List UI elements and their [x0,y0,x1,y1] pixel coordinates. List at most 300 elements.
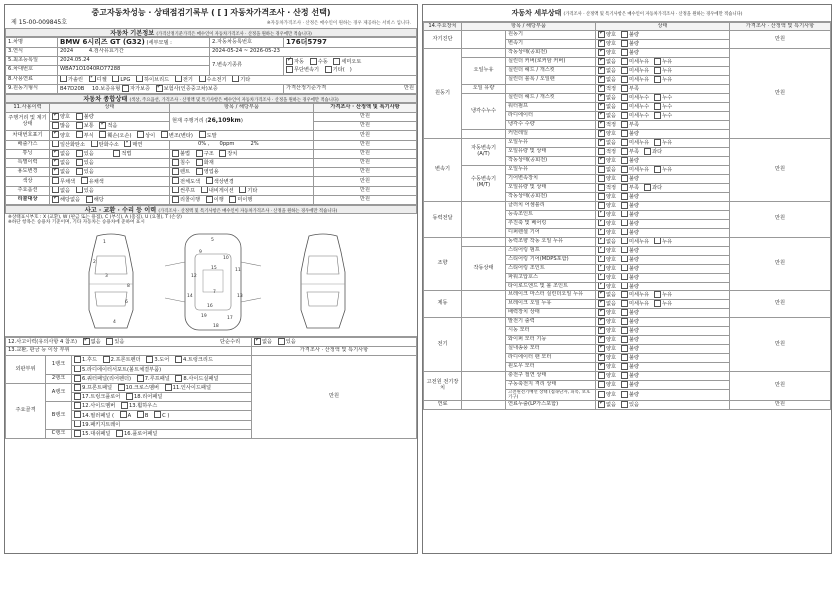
item-label: 오일누유 [506,165,596,174]
option-label: 양호 [606,364,617,371]
checkbox[interactable] [219,150,226,157]
table-row [424,139,831,148]
subgroup-label: 작동상태 [462,246,506,291]
checkbox[interactable] [598,184,605,191]
checkbox[interactable] [621,372,628,379]
status-options [596,147,730,156]
checkbox[interactable] [644,184,651,191]
checkbox[interactable] [621,184,628,191]
checkbox[interactable] [74,411,81,418]
checkbox[interactable] [172,186,179,193]
checkbox[interactable] [598,121,605,128]
checkbox[interactable] [621,363,628,370]
detail-table [423,22,831,410]
checkbox[interactable] [598,354,605,361]
checkbox[interactable] [621,58,628,65]
checkbox[interactable] [621,391,628,398]
option-label: 불량 [629,265,640,272]
part-number: 8 [127,283,130,289]
checkbox[interactable] [112,75,119,82]
checkbox[interactable] [598,76,605,83]
item-label: 동력조향 작동 오일 누유 [506,237,596,246]
option-label: 미세누유 [629,59,650,66]
option-label: 불량 [629,346,640,353]
checkbox[interactable] [52,113,59,120]
checkbox[interactable] [621,300,628,307]
checkbox[interactable] [196,159,203,166]
subgroup-label: 냉각수누수 [462,94,506,130]
table-row: 14.필러패널 ( A B C ) [6,411,417,420]
option-label: 없음 [606,166,617,173]
table-row: 차대번호표기 ✓ 양호 부식 훼손(오손) 상이 변조(변타) 도말 만원 [6,131,417,140]
option-label: 불량 [629,328,640,335]
option-label: 양호 [606,50,617,57]
checkbox[interactable] [621,94,628,101]
subgroup-label [462,130,506,139]
checkbox[interactable] [621,345,628,352]
checkbox[interactable] [598,67,605,74]
checkbox[interactable] [86,196,93,203]
checkbox[interactable] [199,131,206,138]
option-label: 불량 [629,274,640,281]
checkbox[interactable] [598,300,605,307]
table-row [424,401,831,410]
checkbox[interactable] [116,430,123,437]
option-label: 있음 [629,402,640,409]
item-label: 구동축전지 격리 상태 [506,381,596,390]
checkbox[interactable] [76,186,83,193]
checkbox[interactable] [175,75,182,82]
option-label: 양호 [606,157,617,164]
checkbox[interactable] [598,139,605,146]
checkbox[interactable] [621,309,628,316]
checkbox[interactable] [113,150,120,157]
checkbox[interactable] [598,273,605,280]
option-label: 양호 [606,392,617,399]
checkbox[interactable] [74,375,81,382]
checkbox[interactable] [621,381,628,388]
option-label: 미세누유 [629,77,650,84]
checkbox[interactable] [598,40,605,47]
group-label: 제동 [424,291,462,318]
checkbox[interactable] [621,130,628,137]
item-label: 디퍼렌셜 기어 [506,228,596,237]
item-label: 작동상태(공회전) [506,49,596,58]
checkbox[interactable] [74,384,81,391]
checkbox[interactable] [175,356,182,363]
table-row: 6.차대번호 WBA71O1040RO77288 [6,66,417,75]
checkbox[interactable] [654,67,661,74]
price-cell: 만원 [730,237,831,291]
status-options [596,345,730,354]
checkbox[interactable] [81,177,88,184]
checkbox[interactable] [120,411,127,418]
checkbox[interactable] [621,157,628,164]
car-top-view-icon [155,232,271,332]
checkbox[interactable] [621,237,628,244]
checkbox[interactable] [621,193,628,200]
option-label: 양호 [606,211,617,218]
checkbox[interactable] [654,300,661,307]
checkbox[interactable] [654,76,661,83]
checkbox[interactable] [598,85,605,92]
checkbox[interactable] [621,282,628,289]
checkbox[interactable] [172,168,179,175]
checkbox[interactable] [621,210,628,217]
checkbox[interactable] [598,157,605,164]
checkbox[interactable] [598,264,605,271]
checkbox[interactable] [621,112,628,119]
checkbox[interactable] [52,131,59,138]
status-options [596,183,730,192]
option-label: 불량 [629,310,640,317]
checkbox[interactable] [74,430,81,437]
checkbox[interactable] [206,177,213,184]
checkbox[interactable] [598,219,605,226]
checkbox[interactable] [137,411,144,418]
part-number: 5 [211,237,214,243]
option-label: 불량 [629,319,640,326]
checkbox[interactable] [172,150,179,157]
option-label: 양호 [606,32,617,39]
checkbox[interactable] [621,67,628,74]
status-options [596,300,730,309]
checkbox[interactable] [598,112,605,119]
checkbox[interactable] [52,122,59,129]
checkbox[interactable] [333,58,340,65]
option-label: 양호 [606,131,617,138]
checkbox[interactable] [99,122,106,129]
option-label: 불량 [629,392,640,399]
checkbox[interactable] [598,381,605,388]
checkbox[interactable] [99,131,106,138]
checkbox[interactable] [621,49,628,56]
option-label: 미세누수 [629,113,650,120]
checkbox[interactable] [621,76,628,83]
checkbox[interactable] [126,393,133,400]
checkbox[interactable] [199,75,206,82]
checkbox[interactable] [598,363,605,370]
checkbox[interactable] [621,40,628,47]
option-label: 과다 [652,184,663,191]
checkbox[interactable] [76,168,83,175]
checkbox[interactable] [621,336,628,343]
status-options [596,49,730,58]
checkbox[interactable] [52,186,59,193]
checkbox[interactable] [172,177,179,184]
checkbox[interactable] [196,168,203,175]
checkbox[interactable] [136,75,143,82]
item-label: 등속조인트 [506,210,596,219]
checkbox[interactable] [598,58,605,65]
checkbox[interactable] [121,402,128,409]
checkbox[interactable] [76,113,83,120]
checkbox[interactable] [598,103,605,110]
item-label: 브레이크 마스터 실린더오일 누유 [506,291,596,300]
checkbox[interactable] [161,131,168,138]
checkbox[interactable] [621,228,628,235]
checkbox[interactable] [76,159,83,166]
checkbox[interactable] [654,94,661,101]
status-options [596,372,730,381]
price-cell: 만원 [730,318,831,372]
checkbox[interactable] [598,318,605,325]
option-label: 불량 [629,193,640,200]
option-label: 누유 [662,301,673,308]
option-label: 누유 [662,166,673,173]
status-options [596,103,730,112]
checkbox[interactable] [598,130,605,137]
checkbox[interactable] [52,140,59,147]
option-label: 불량 [629,247,640,254]
option-label: 적정 [606,148,617,155]
plate-number: 176더5797 [284,38,417,48]
checkbox[interactable] [165,384,172,391]
checkbox[interactable] [325,66,332,73]
checkbox[interactable] [172,196,179,203]
checkbox[interactable] [654,291,661,298]
checkbox[interactable] [137,131,144,138]
item-label: 라디에이터 팬 모터 [506,354,596,363]
option-label: 없음 [606,140,617,147]
checkbox[interactable] [122,85,129,92]
checkbox[interactable] [52,159,59,166]
checkbox[interactable] [654,112,661,119]
checkbox[interactable] [598,309,605,316]
checkbox[interactable] [598,282,605,289]
checkbox[interactable] [621,31,628,38]
item-label: 추진축 및 베어링 [506,219,596,228]
status-options [596,40,730,49]
checkbox[interactable] [103,356,110,363]
option-label: 미세누수 [629,104,650,111]
price-cell: 만원 [730,139,831,202]
checkbox[interactable] [175,375,182,382]
checkbox[interactable] [598,237,605,244]
subgroup-label [462,31,506,49]
item-label: 실린더 헤드 / 개스킷 [506,94,596,103]
checkbox[interactable] [598,336,605,343]
option-label: 없음 [606,402,617,409]
checkbox[interactable] [621,139,628,146]
group-label: 조향 [424,237,462,291]
checkbox[interactable] [232,75,239,82]
checkbox[interactable] [621,103,628,110]
part-number: 2 [93,259,96,265]
checkbox[interactable] [118,384,125,391]
table-row: 특별이력 ✓ 없음 있음 침수 화재 만원 [6,159,417,168]
checkbox[interactable] [52,168,59,175]
part-number: 12 [191,273,197,279]
accident-table [5,337,417,439]
checkbox[interactable] [598,202,605,209]
checkbox[interactable] [598,210,605,217]
checkbox[interactable] [137,375,144,382]
option-label: 없음 [606,104,617,111]
item-label: 변속기 [506,40,596,49]
group-label: 연료 [424,401,462,410]
part-number: 15 [211,265,217,271]
option-label: 양호 [606,355,617,362]
status-options [596,76,730,85]
basic-info-header: 자동차 기본정보 (가격산정기준가격은 매수인이 자동차가격조사 · 산정을 원하는 경우에만 적습니다) [5,28,417,37]
checkbox[interactable] [229,196,236,203]
checkbox[interactable] [286,58,293,65]
checkbox[interactable] [124,140,131,147]
part-number: 7 [213,289,216,295]
option-label: 없음 [606,113,617,120]
status-options [596,237,730,246]
item-label: 스티어링 조인트 [506,264,596,273]
checkbox[interactable] [598,291,605,298]
checkbox[interactable] [74,393,81,400]
status-options [596,201,730,210]
status-options [596,309,730,318]
checkbox[interactable] [598,31,605,38]
option-label: 없음 [606,292,617,299]
checkbox[interactable] [286,66,293,73]
checkbox[interactable] [598,193,605,200]
checkbox[interactable] [621,264,628,271]
checkbox[interactable] [621,219,628,226]
item-label: 타이로드엔드 및 볼 조인트 [506,282,596,291]
checkbox[interactable] [91,140,98,147]
checkbox[interactable] [621,401,628,408]
checkbox[interactable] [621,318,628,325]
table-row [424,318,831,327]
table-row: 배출가스 일산화탄소 탄화수소 ✓ 매연 0% , 0ppm 2% 만원 [6,140,417,149]
checkbox[interactable] [598,166,605,173]
checkbox[interactable] [621,175,628,182]
part-number: 16 [207,303,213,309]
price-cell: 만원 [730,372,831,401]
checkbox[interactable] [83,338,90,345]
checkbox[interactable] [598,327,605,334]
checkbox[interactable] [598,228,605,235]
checkbox[interactable] [76,150,83,157]
table-row: 주행거리 및 계기상태 ✓양호 불량 현재 주행거리 (26,109km) 만원 [6,113,417,122]
checkbox[interactable] [89,75,96,82]
checkbox[interactable] [654,58,661,65]
checkbox[interactable] [621,246,628,253]
checkbox[interactable] [621,148,628,155]
option-label: 불량 [629,355,640,362]
checkbox[interactable] [598,246,605,253]
table-row: 17.트렁크플로어 18.리어패널 [6,393,417,402]
checkbox[interactable] [654,166,661,173]
checkbox[interactable] [598,148,605,155]
checkbox[interactable] [156,85,163,92]
checkbox[interactable] [106,338,113,345]
group-label: 변속기 [424,139,462,202]
checkbox[interactable] [146,356,153,363]
option-label: 없음 [606,301,617,308]
checkbox[interactable] [74,365,81,372]
checkbox[interactable] [621,291,628,298]
checkbox[interactable] [598,391,605,398]
checkbox[interactable] [60,75,67,82]
option-label: 적정 [606,184,617,191]
status-options [596,381,730,390]
checkbox[interactable] [598,345,605,352]
option-label: 불량 [629,41,640,48]
checkbox[interactable] [52,177,59,184]
checkbox[interactable] [621,327,628,334]
checkbox[interactable] [654,103,661,110]
option-label: 양호 [606,283,617,290]
checkbox[interactable] [310,58,317,65]
option-label: 미세누유 [629,301,650,308]
checkbox[interactable] [598,175,605,182]
checkbox[interactable] [201,186,208,193]
checkbox[interactable] [76,122,83,129]
checkbox[interactable] [74,356,81,363]
subgroup-label [462,291,506,318]
accident-header: 사고 · 교환 · 수리 등 이력 (가격조사 · 산정액 및 특기사항은 매수인이 자동차가격조사 · 산정을 원하는 경우에만 적습니다) [5,205,417,214]
table-row: 19.패키지트레이 [6,420,417,429]
checkbox[interactable] [598,255,605,262]
option-label: 미세누유 [629,140,650,147]
item-label: 배력장치 상태 [506,309,596,318]
status-options [596,282,730,291]
checkbox[interactable] [196,150,203,157]
checkbox[interactable] [598,372,605,379]
checkbox[interactable] [254,338,261,345]
checkbox[interactable] [52,150,59,157]
status-options [596,390,730,401]
checkbox[interactable] [598,401,605,408]
checkbox[interactable] [654,139,661,146]
checkbox[interactable] [621,121,628,128]
checkbox[interactable] [598,94,605,101]
checkbox[interactable] [76,131,83,138]
checkbox[interactable] [278,338,285,345]
checkbox[interactable] [172,159,179,166]
checkbox[interactable] [621,354,628,361]
item-label: 스티어링 기어(MDPS포함) [506,255,596,264]
subgroup-label: 수동변속기 (M/T) [462,165,506,201]
table-row: 8.사용연료 가솔린 ✓ 디젤 LPG 하이브리드 전기 수소전기 기타 [6,75,417,84]
checkbox[interactable] [74,402,81,409]
option-label: 부족 [629,122,640,129]
checkbox[interactable] [621,202,628,209]
status-options [596,228,730,237]
part-number: 19 [201,313,207,319]
checkbox[interactable] [52,196,59,203]
option-label: 양호 [606,373,617,380]
option-label: 양호 [606,265,617,272]
item-label: 파워고압호스 [506,273,596,282]
checkbox[interactable] [621,166,628,173]
checkbox[interactable] [239,186,246,193]
checkbox[interactable] [621,255,628,262]
checkbox[interactable] [621,273,628,280]
checkbox[interactable] [206,196,213,203]
checkbox[interactable] [654,237,661,244]
option-label: 누유 [662,292,673,299]
item-label [506,85,596,94]
checkbox[interactable] [598,49,605,56]
checkbox[interactable] [644,148,651,155]
checkbox[interactable] [74,420,81,427]
basic-info-table [5,37,417,94]
checkbox[interactable] [154,411,161,418]
checkbox[interactable] [621,85,628,92]
subgroup-label [462,318,506,372]
item-label: 라디에이터 [506,112,596,121]
table-row: 색상 무채색 유채색 전체도색 색상변경 만원 [6,177,417,186]
option-label: 양호 [606,328,617,335]
